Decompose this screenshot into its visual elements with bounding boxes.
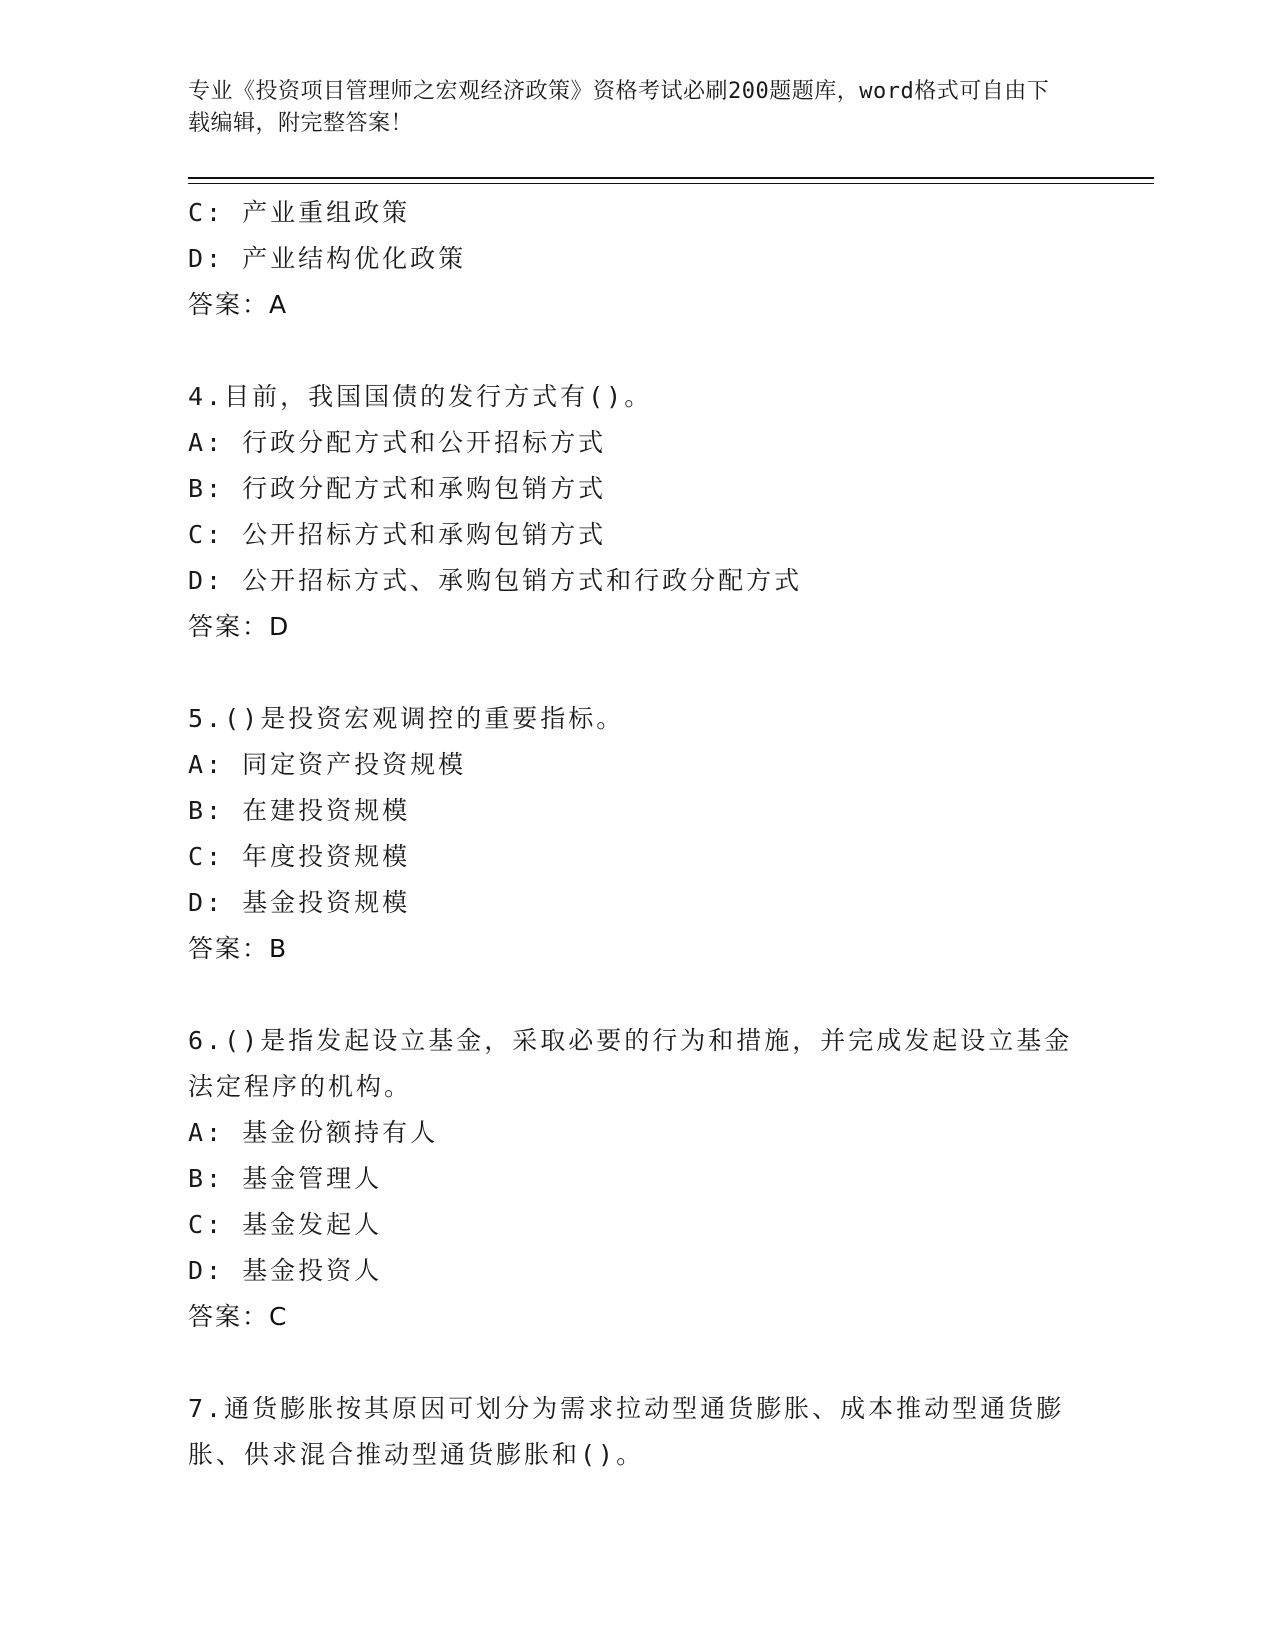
spacer	[188, 650, 1088, 696]
option-a: A: 行政分配方式和公开招标方式	[188, 428, 607, 457]
option-d: D: 产业结构优化政策	[188, 244, 467, 273]
option-d: D: 基金投资规模	[188, 888, 411, 917]
option-d: D: 基金投资人	[188, 1256, 383, 1285]
question-block-4	[188, 374, 1088, 650]
question-block-5	[188, 696, 1088, 972]
question-text: 7.通货膨胀按其原因可划分为需求拉动型通货膨胀、成本推动型通货膨胀、供求混合推动型通货膨胀和()。	[188, 1394, 1065, 1469]
document-header: 专业《投资项目管理师之宏观经济政策》资格考试必刷200题题库，word格式可自由下载编辑，附完整答案！	[188, 79, 1050, 136]
question-block-prev	[188, 190, 1088, 328]
option-a: A: 基金份额持有人	[188, 1118, 439, 1147]
option-b: B: 在建投资规模	[188, 796, 411, 825]
option-b: B: 行政分配方式和承购包销方式	[188, 474, 607, 503]
answer-line: 答案：B	[188, 934, 289, 963]
document-body	[188, 190, 1088, 1478]
question-text: 5.()是投资宏观调控的重要指标。	[188, 704, 625, 733]
option-d: D: 公开招标方式、承购包销方式和行政分配方式	[188, 566, 803, 595]
question-block-7	[188, 1386, 1088, 1478]
answer-line: 答案：A	[188, 290, 289, 319]
spacer	[188, 1340, 1088, 1386]
answer-line: 答案：C	[188, 1302, 289, 1331]
option-c: C: 产业重组政策	[188, 198, 411, 227]
answer-line: 答案：D	[188, 612, 291, 641]
option-c: C: 基金发起人	[188, 1210, 383, 1239]
question-block-6	[188, 1018, 1088, 1340]
option-b: B: 基金管理人	[188, 1164, 383, 1193]
question-text: 6.()是指发起设立基金，采取必要的行为和措施，并完成发起设立基金法定程序的机构。	[188, 1026, 1073, 1101]
option-a: A: 同定资产投资规模	[188, 750, 467, 779]
header-divider-thick	[188, 177, 1154, 179]
spacer	[188, 972, 1088, 1018]
question-text: 4.目前，我国国债的发行方式有()。	[188, 382, 653, 411]
header-divider-thin	[188, 183, 1154, 184]
option-c: C: 年度投资规模	[188, 842, 411, 871]
option-c: C: 公开招标方式和承购包销方式	[188, 520, 607, 549]
spacer	[188, 328, 1088, 374]
